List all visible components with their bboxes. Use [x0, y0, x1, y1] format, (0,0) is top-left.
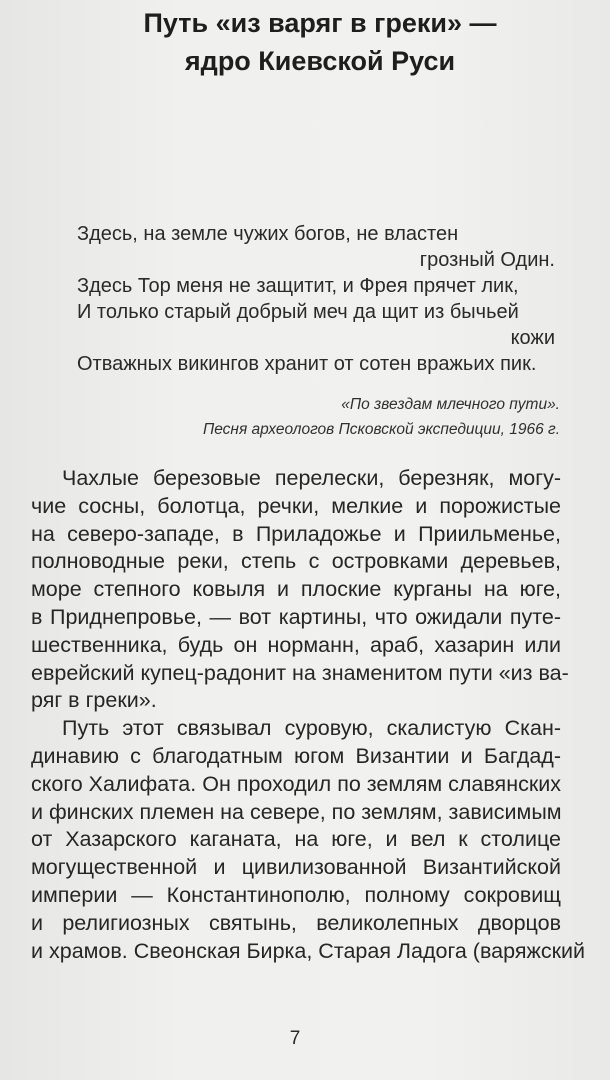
heading-line-2: ядро Киевской Руси [184, 46, 456, 76]
text-line: море степного ковыля и плоские курганы на юге, [31, 577, 561, 602]
text-line: и храмов. Свеонская Бирка, Старая Ладога (варяжский [31, 938, 586, 963]
text-line: от Хазарского каганата, на юге, и вел к столице [31, 827, 561, 852]
poem-line: Отважных викингов хранит от сотен вражьих пик. [77, 353, 537, 375]
body-text [31, 465, 586, 965]
text-line: ского Халифата. Он проходил по землям славянских [31, 771, 561, 796]
text-line: полноводные реки, степь с островками деревьев, [31, 549, 561, 574]
poem-line: кожи [510, 327, 555, 349]
text-line: еврейский купец-радонит на знаменитом пути «из ва- [31, 660, 569, 685]
text-line: могущественной и цивилизованной Византийской [31, 855, 561, 880]
page-number: 7 [289, 1028, 301, 1049]
poem-line: Здесь Тор меня не защитит, и Фрея прячет лик, [77, 275, 519, 297]
chapter-heading [60, 4, 580, 80]
text-line: Чахлые березовые перелески, березняк, могу- [62, 466, 561, 490]
epigraph-source [100, 392, 560, 442]
poem-line: Здесь, на земле чужих богов, не властен [77, 223, 459, 245]
epigraph-source-title: «По звездам млечного пути». [341, 396, 560, 413]
text-line: динавию с благодатным югом Византии и Багдад- [31, 743, 561, 768]
text-line: Путь этот связывал суровую, скалистую Скан- [62, 716, 561, 741]
text-line: ряг в греки». [31, 688, 157, 713]
poem-line: И только старый добрый меч да щит из бычьей [77, 301, 519, 323]
text-line: империи — Константинополю, полному сокровищ [31, 882, 561, 907]
text-line: и финских племен на севере, по землям, зависимым [31, 799, 562, 824]
epigraph-source-author: Песня археологов Псковской экспедиции, 1966 г. [202, 421, 560, 438]
epigraph-poem [77, 221, 555, 377]
heading-line-1: Путь «из варяг в греки» — [143, 8, 497, 38]
text-line: в Приднепровье, — вот картины, что ожидали путе- [31, 604, 561, 629]
text-line: шественника, будь он норманн, араб, хазарин или [31, 632, 561, 657]
poem-line: грозный Один. [419, 249, 555, 271]
text-line: чие сосны, болотца, речки, мелкие и порожистые [31, 493, 561, 518]
text-line: на северо-западе, в Приладожье и Приильменье, [31, 521, 561, 546]
text-line: и религиозных святынь, великолепных дворцов [31, 910, 561, 935]
